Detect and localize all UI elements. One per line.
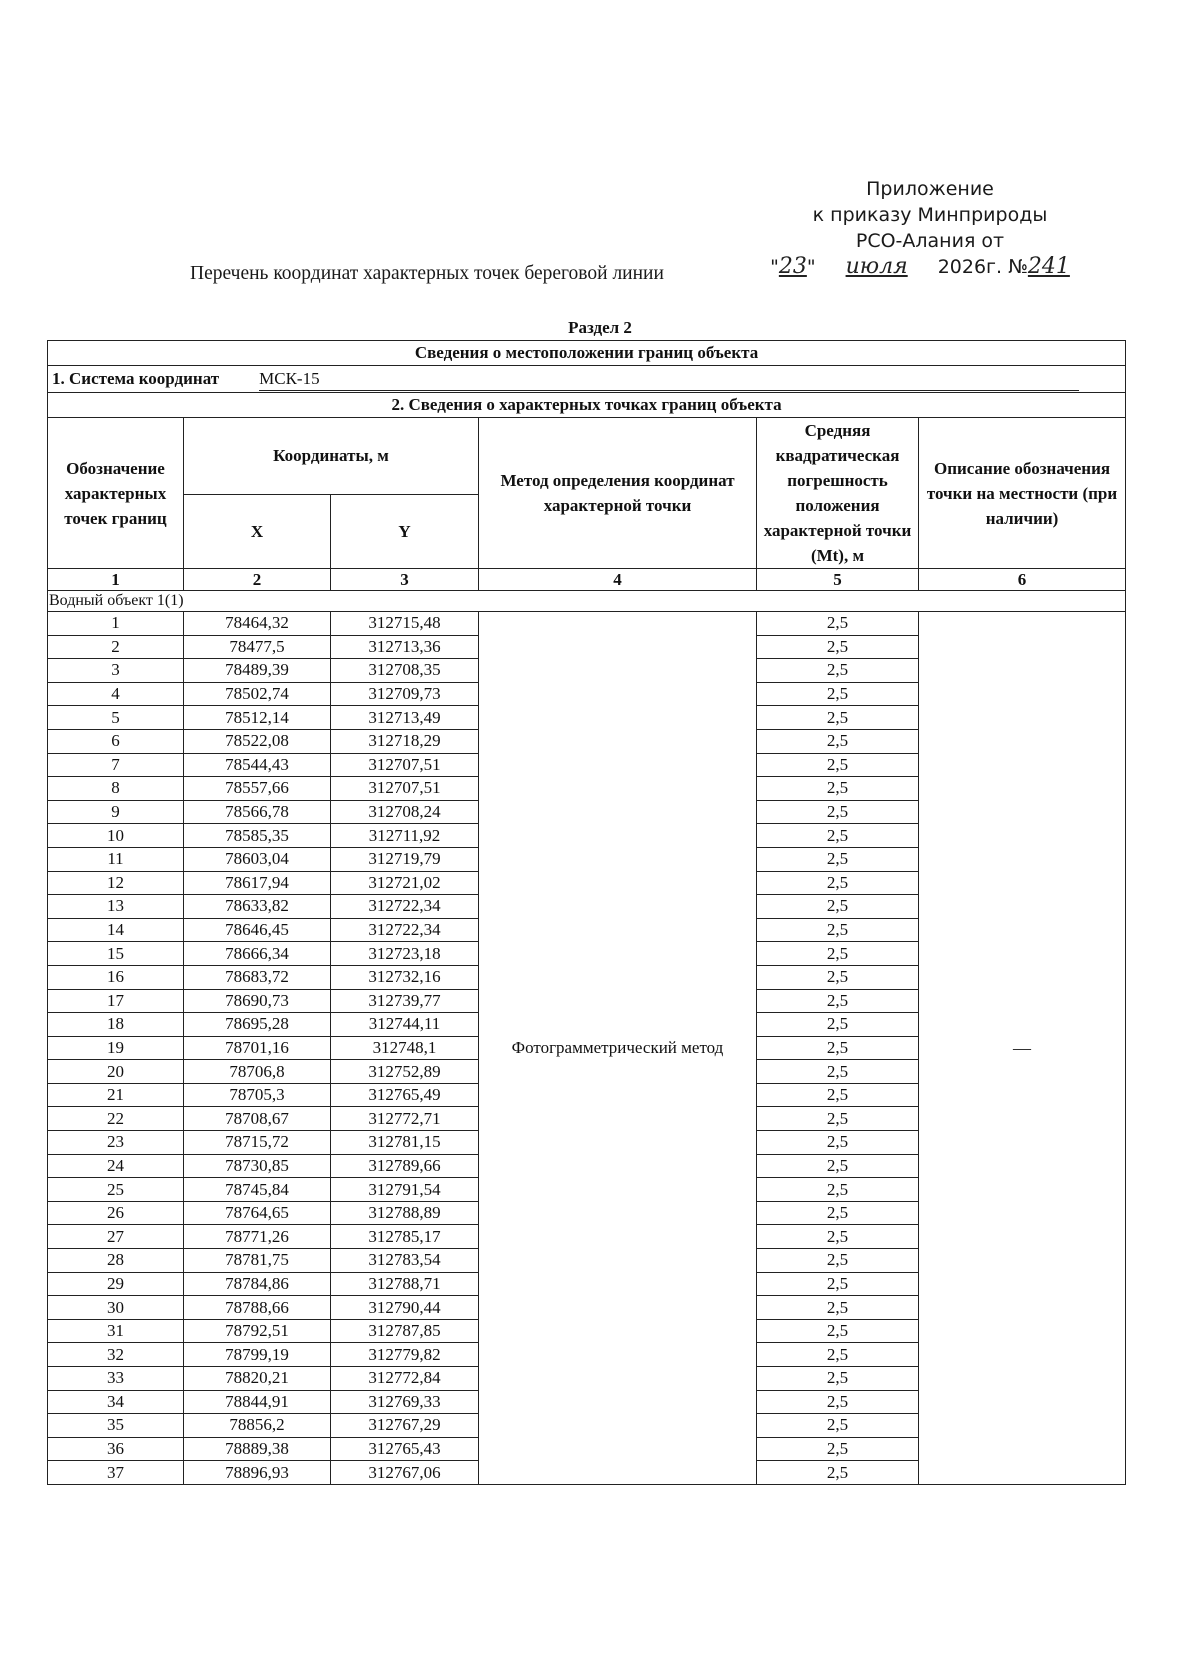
error-cell: 2,5 xyxy=(757,1060,919,1084)
x-coordinate-cell: 78788,66 xyxy=(184,1296,331,1320)
x-coordinate-cell: 78585,35 xyxy=(184,824,331,848)
order-date-day: 23 xyxy=(778,254,807,279)
x-coordinate-cell: 78764,65 xyxy=(184,1201,331,1225)
point-id-cell: 16 xyxy=(48,965,184,989)
col-number-6: 6 xyxy=(919,569,1126,591)
coordinate-system-value: МСК-15 xyxy=(259,368,1079,391)
error-cell: 2,5 xyxy=(757,1319,919,1343)
error-cell: 2,5 xyxy=(757,800,919,824)
y-coordinate-cell: 312790,44 xyxy=(331,1296,479,1320)
point-id-cell: 32 xyxy=(48,1343,184,1367)
error-cell: 2,5 xyxy=(757,918,919,942)
x-coordinate-cell: 78706,8 xyxy=(184,1060,331,1084)
y-coordinate-cell: 312713,49 xyxy=(331,706,479,730)
point-id-cell: 8 xyxy=(48,777,184,801)
table-subtitle: 2. Сведения о характерных точках границ объекта xyxy=(48,393,1126,418)
error-cell: 2,5 xyxy=(757,1178,919,1202)
error-cell: 2,5 xyxy=(757,1107,919,1131)
header-description: Описание обозначения точки на местности (при наличии) xyxy=(919,418,1126,569)
y-coordinate-cell: 312767,29 xyxy=(331,1414,479,1438)
error-cell: 2,5 xyxy=(757,729,919,753)
x-coordinate-cell: 78781,75 xyxy=(184,1249,331,1273)
error-cell: 2,5 xyxy=(757,1013,919,1037)
error-cell: 2,5 xyxy=(757,847,919,871)
y-coordinate-cell: 312722,34 xyxy=(331,895,479,919)
error-cell: 2,5 xyxy=(757,1083,919,1107)
y-coordinate-cell: 312723,18 xyxy=(331,942,479,966)
point-id-cell: 17 xyxy=(48,989,184,1013)
point-id-cell: 24 xyxy=(48,1154,184,1178)
y-coordinate-cell: 312779,82 xyxy=(331,1343,479,1367)
x-coordinate-cell: 78477,5 xyxy=(184,635,331,659)
point-id-cell: 34 xyxy=(48,1390,184,1414)
y-coordinate-cell: 312788,71 xyxy=(331,1272,479,1296)
col-number-4: 4 xyxy=(479,569,757,591)
point-rows xyxy=(48,612,1126,1485)
error-cell: 2,5 xyxy=(757,1461,919,1485)
y-coordinate-cell: 312718,29 xyxy=(331,729,479,753)
point-id-cell: 6 xyxy=(48,729,184,753)
coordinate-system-row xyxy=(48,366,1126,393)
y-coordinate-cell: 312752,89 xyxy=(331,1060,479,1084)
x-coordinate-cell: 78745,84 xyxy=(184,1178,331,1202)
x-coordinate-cell: 78705,3 xyxy=(184,1083,331,1107)
header-point-label: Обозначение характерных точек границ xyxy=(48,418,184,569)
error-cell: 2,5 xyxy=(757,965,919,989)
y-coordinate-cell: 312772,84 xyxy=(331,1367,479,1391)
point-id-cell: 12 xyxy=(48,871,184,895)
error-cell: 2,5 xyxy=(757,895,919,919)
y-coordinate-cell: 312744,11 xyxy=(331,1013,479,1037)
error-cell: 2,5 xyxy=(757,1154,919,1178)
y-coordinate-cell: 312789,66 xyxy=(331,1154,479,1178)
x-coordinate-cell: 78799,19 xyxy=(184,1343,331,1367)
error-cell: 2,5 xyxy=(757,1225,919,1249)
error-cell: 2,5 xyxy=(757,1036,919,1060)
appendix-line-1: Приложение xyxy=(866,178,994,200)
y-coordinate-cell: 312767,06 xyxy=(331,1461,479,1485)
section-label: Раздел 2 xyxy=(568,318,632,337)
error-cell: 2,5 xyxy=(757,871,919,895)
y-coordinate-cell: 312787,85 xyxy=(331,1319,479,1343)
point-id-cell: 11 xyxy=(48,847,184,871)
y-coordinate-cell: 312732,16 xyxy=(331,965,479,989)
x-coordinate-cell: 78646,45 xyxy=(184,918,331,942)
header-method: Метод определения координат характерной точки xyxy=(479,418,757,569)
x-coordinate-cell: 78512,14 xyxy=(184,706,331,730)
point-id-cell: 1 xyxy=(48,612,184,636)
point-id-cell: 13 xyxy=(48,895,184,919)
error-cell: 2,5 xyxy=(757,1201,919,1225)
error-cell: 2,5 xyxy=(757,942,919,966)
point-id-cell: 23 xyxy=(48,1131,184,1155)
error-cell: 2,5 xyxy=(757,1296,919,1320)
point-id-cell: 37 xyxy=(48,1461,184,1485)
header-error: Средняя квадратическая погрешность положения характерной точки (Mt), м xyxy=(757,418,919,569)
x-coordinate-cell: 78617,94 xyxy=(184,871,331,895)
header-coordinates: Координаты, м xyxy=(184,418,479,495)
point-id-cell: 22 xyxy=(48,1107,184,1131)
x-coordinate-cell: 78695,28 xyxy=(184,1013,331,1037)
x-coordinate-cell: 78603,04 xyxy=(184,847,331,871)
order-date-month: июля xyxy=(845,254,908,279)
x-coordinate-cell: 78889,38 xyxy=(184,1437,331,1461)
x-coordinate-cell: 78856,2 xyxy=(184,1414,331,1438)
y-coordinate-cell: 312788,89 xyxy=(331,1201,479,1225)
point-id-cell: 2 xyxy=(48,635,184,659)
x-coordinate-cell: 78820,21 xyxy=(184,1367,331,1391)
y-coordinate-cell: 312769,33 xyxy=(331,1390,479,1414)
point-id-cell: 27 xyxy=(48,1225,184,1249)
error-cell: 2,5 xyxy=(757,1367,919,1391)
error-cell: 2,5 xyxy=(757,682,919,706)
appendix-block xyxy=(760,176,1100,280)
x-coordinate-cell: 78489,39 xyxy=(184,659,331,683)
point-id-cell: 14 xyxy=(48,918,184,942)
point-id-cell: 10 xyxy=(48,824,184,848)
y-coordinate-cell: 312715,48 xyxy=(331,612,479,636)
point-id-cell: 4 xyxy=(48,682,184,706)
description-cell: — xyxy=(919,612,1126,1485)
error-cell: 2,5 xyxy=(757,1131,919,1155)
point-id-cell: 25 xyxy=(48,1178,184,1202)
point-id-cell: 36 xyxy=(48,1437,184,1461)
error-cell: 2,5 xyxy=(757,1390,919,1414)
y-coordinate-cell: 312739,77 xyxy=(331,989,479,1013)
error-cell: 2,5 xyxy=(757,612,919,636)
y-coordinate-cell: 312708,35 xyxy=(331,659,479,683)
y-coordinate-cell: 312707,51 xyxy=(331,753,479,777)
x-coordinate-cell: 78557,66 xyxy=(184,777,331,801)
x-coordinate-cell: 78566,78 xyxy=(184,800,331,824)
y-coordinate-cell: 312748,1 xyxy=(331,1036,479,1060)
point-id-cell: 28 xyxy=(48,1249,184,1273)
y-coordinate-cell: 312772,71 xyxy=(331,1107,479,1131)
error-cell: 2,5 xyxy=(757,1343,919,1367)
x-coordinate-cell: 78784,86 xyxy=(184,1272,331,1296)
table-title: Сведения о местоположении границ объекта xyxy=(48,341,1126,366)
table-row xyxy=(48,612,1126,636)
y-coordinate-cell: 312785,17 xyxy=(331,1225,479,1249)
x-coordinate-cell: 78544,43 xyxy=(184,753,331,777)
point-id-cell: 15 xyxy=(48,942,184,966)
header-x: X xyxy=(184,494,331,568)
point-id-cell: 21 xyxy=(48,1083,184,1107)
col-number-3: 3 xyxy=(331,569,479,591)
y-coordinate-cell: 312721,02 xyxy=(331,871,479,895)
error-cell: 2,5 xyxy=(757,753,919,777)
appendix-line-3: РСО-Алания от xyxy=(855,230,1005,252)
point-id-cell: 19 xyxy=(48,1036,184,1060)
point-id-cell: 3 xyxy=(48,659,184,683)
x-coordinate-cell: 78633,82 xyxy=(184,895,331,919)
appendix-line-2: к приказу Минприроды xyxy=(812,204,1048,226)
point-id-cell: 18 xyxy=(48,1013,184,1037)
point-id-cell: 31 xyxy=(48,1319,184,1343)
y-coordinate-cell: 312765,43 xyxy=(331,1437,479,1461)
y-coordinate-cell: 312709,73 xyxy=(331,682,479,706)
x-coordinate-cell: 78730,85 xyxy=(184,1154,331,1178)
error-cell: 2,5 xyxy=(757,659,919,683)
error-cell: 2,5 xyxy=(757,1249,919,1273)
point-id-cell: 30 xyxy=(48,1296,184,1320)
x-coordinate-cell: 78522,08 xyxy=(184,729,331,753)
point-id-cell: 33 xyxy=(48,1367,184,1391)
y-coordinate-cell: 312783,54 xyxy=(331,1249,479,1273)
x-coordinate-cell: 78844,91 xyxy=(184,1390,331,1414)
x-coordinate-cell: 78464,32 xyxy=(184,612,331,636)
order-date-year: 2026г. № xyxy=(937,256,1028,278)
document-title: Перечень координат характерных точек береговой линии xyxy=(190,263,664,284)
error-cell: 2,5 xyxy=(757,824,919,848)
col-number-1: 1 xyxy=(48,569,184,591)
y-coordinate-cell: 312722,34 xyxy=(331,918,479,942)
col-number-2: 2 xyxy=(184,569,331,591)
point-id-cell: 5 xyxy=(48,706,184,730)
error-cell: 2,5 xyxy=(757,1272,919,1296)
x-coordinate-cell: 78896,93 xyxy=(184,1461,331,1485)
x-coordinate-cell: 78792,51 xyxy=(184,1319,331,1343)
y-coordinate-cell: 312713,36 xyxy=(331,635,479,659)
y-coordinate-cell: 312719,79 xyxy=(331,847,479,871)
point-id-cell: 7 xyxy=(48,753,184,777)
x-coordinate-cell: 78683,72 xyxy=(184,965,331,989)
y-coordinate-cell: 312711,92 xyxy=(331,824,479,848)
y-coordinate-cell: 312708,24 xyxy=(331,800,479,824)
order-number: 241 xyxy=(1027,254,1070,279)
point-id-cell: 20 xyxy=(48,1060,184,1084)
point-id-cell: 29 xyxy=(48,1272,184,1296)
error-cell: 2,5 xyxy=(757,1414,919,1438)
y-coordinate-cell: 312765,49 xyxy=(331,1083,479,1107)
coordinates-table-wrapper xyxy=(47,340,1125,1540)
x-coordinate-cell: 78708,67 xyxy=(184,1107,331,1131)
method-cell: Фотограмметрический метод xyxy=(479,612,757,1485)
error-cell: 2,5 xyxy=(757,1437,919,1461)
x-coordinate-cell: 78690,73 xyxy=(184,989,331,1013)
y-coordinate-cell: 312707,51 xyxy=(331,777,479,801)
x-coordinate-cell: 78502,74 xyxy=(184,682,331,706)
coordinates-table xyxy=(47,340,1126,1485)
point-id-cell: 35 xyxy=(48,1414,184,1438)
appendix-dateline: "23" июля 2026г. №241 xyxy=(770,254,1070,279)
x-coordinate-cell: 78701,16 xyxy=(184,1036,331,1060)
error-cell: 2,5 xyxy=(757,777,919,801)
y-coordinate-cell: 312781,15 xyxy=(331,1131,479,1155)
x-coordinate-cell: 78715,72 xyxy=(184,1131,331,1155)
group-label: Водный объект 1(1) xyxy=(48,591,1126,612)
col-number-5: 5 xyxy=(757,569,919,591)
point-id-cell: 9 xyxy=(48,800,184,824)
error-cell: 2,5 xyxy=(757,706,919,730)
x-coordinate-cell: 78771,26 xyxy=(184,1225,331,1249)
x-coordinate-cell: 78666,34 xyxy=(184,942,331,966)
point-id-cell: 26 xyxy=(48,1201,184,1225)
coordinate-system-label: 1. Система координат xyxy=(52,368,220,388)
y-coordinate-cell: 312791,54 xyxy=(331,1178,479,1202)
error-cell: 2,5 xyxy=(757,635,919,659)
error-cell: 2,5 xyxy=(757,989,919,1013)
header-y: Y xyxy=(331,494,479,568)
